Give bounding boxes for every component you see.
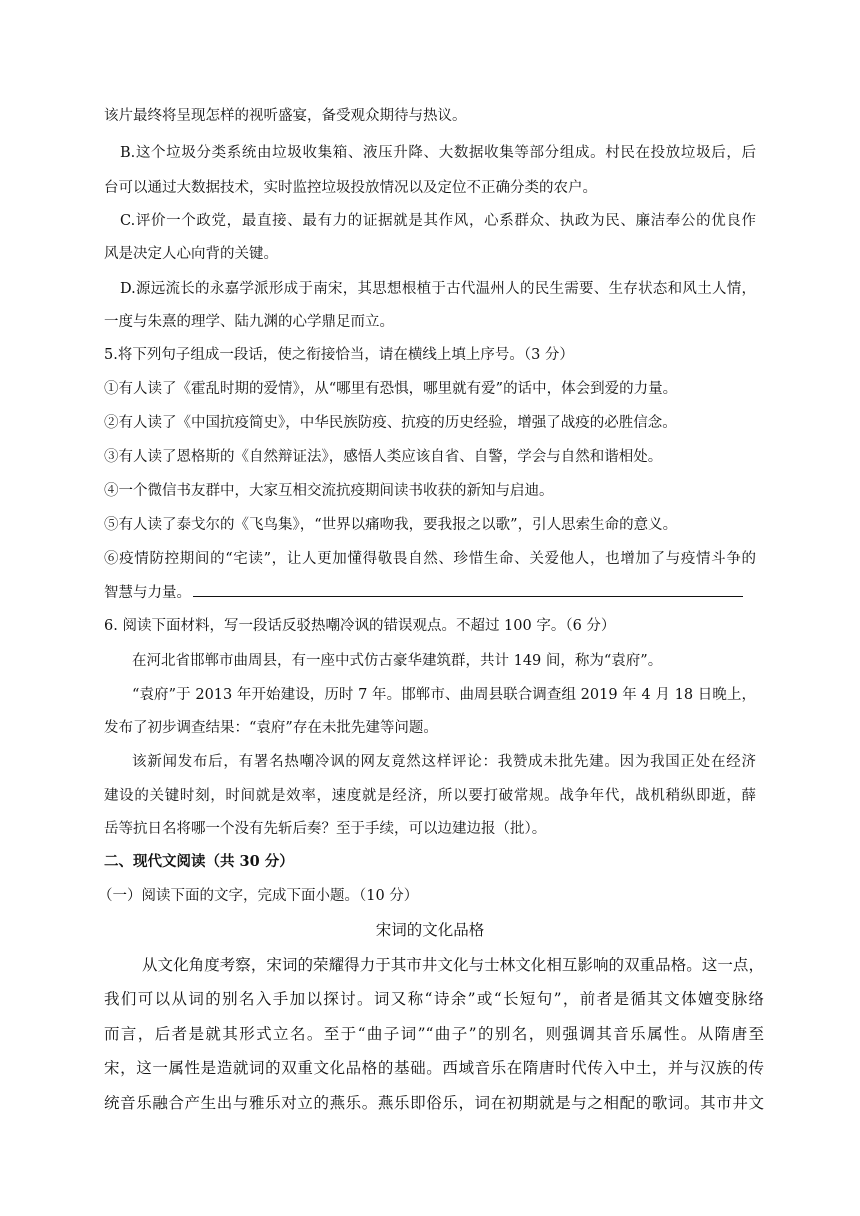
sentence-6: ⑥疫情防控期间的“宅读”，让人更加懂得敬畏自然、珍惜生命、关爱他人，也增加了与疫情斗争的 [104,551,756,567]
answer-blank[interactable] [193,582,743,597]
article-line: 宋，这一属性是造就词的双重文化品格的基础。西域音乐在隋唐时代传入中土，并与汉族的传 [104,1059,764,1077]
text-fragment: 智慧与力量。 [104,585,191,601]
text-line: 发布了初步调查结果：“袁府”存在未批先建等问题。 [104,720,438,736]
subsection-heading: （一）阅读下面的文字，完成下面小题。（10 分） [98,888,419,904]
article-line: 从文化角度考察，宋词的荣耀得力于其市井文化与士林文化相互影响的双重品格。这一点， [142,956,764,974]
section-heading: 二、现代文阅读（共 30 分） [104,853,294,870]
text-line: 该片最终将呈现怎样的视听盛宴，备受观众期待与热议。 [104,108,467,124]
article-line: 统音乐融合产生出与雅乐对立的燕乐。燕乐即俗乐，词在初期就是与之相配的歌词。其市井文 [104,1094,764,1112]
article-line: 而言，后者是就其形式立名。至于“曲子词”“曲子”的别名，则强调其音乐属性。从隋唐至 [104,1025,764,1043]
text-line: 一度与朱熹的理学、陆九渊的心学鼎足而立。 [104,314,394,330]
option-d-line: D.源远流长的永嘉学派形成于南宋，其思想根植于古代温州人的民生需要、生存状态和风土人情， [120,281,756,297]
question-6-heading: 6. 阅读下面材料，写一段话反驳热嘲冷讽的错误观点。不超过 100 字。（6 分） [104,618,616,634]
text-line: 台可以通过大数据技术，实时监控垃圾投放情况以及定位不正确分类的农户。 [104,180,597,196]
question-5-heading: 5.将下列句子组成一段话，使之衔接恰当，请在横线上填上序号。（3 分） [104,347,574,363]
sentence-2: ②有人读了《中国抗疫简史》，中华民族防疫、抗疫的历史经验，增强了战疫的必胜信念。 [104,415,677,431]
sentence-4: ④一个微信书友群中，大家互相交流抗疫期间读书收获的新知与启迪。 [104,483,554,499]
answer-line [104,582,756,602]
option-b-line: B.这个垃圾分类系统由垃圾收集箱、液压升降、大数据收集等部分组成。村民在投放垃圾后，后 [120,145,756,161]
text-line: 岳等抗日名将哪一个没有先斩后奏？至于手续，可以边建边报（批）。 [104,821,547,837]
article-title: 宋词的文化品格 [375,921,485,939]
article-line: 我们可以从词的别名入手加以探讨。词又称“诗余”或“长短句”，前者是循其文体嬗变脉络 [104,990,764,1008]
option-c-line: C.评价一个政党，最直接、最有力的证据就是其作风，心系群众、执政为民、廉洁奉公的优良作 [120,213,756,229]
sentence-5: ⑤有人读了泰戈尔的《飞鸟集》，“世界以痛吻我，要我报之以歌”，引人思索生命的意义。 [104,517,678,533]
sentence-3: ③有人读了恩格斯的《自然辩证法》，感悟人类应该自省、自警，学会与自然和谐相处。 [104,449,663,465]
material-paragraph-3: 该新闻发布后，有署名热嘲冷讽的网友竟然这样评论：我赞成未批先建。因为我国正处在经济 [132,754,756,770]
sentence-1: ①有人读了《霍乱时期的爱情》，从“哪里有恐惧，哪里就有爱”的话中，体会到爱的力量。 [104,381,678,397]
text-line: 风是决定人心向背的关键。 [104,246,278,262]
material-paragraph-1: 在河北省邯郸市曲周县，有一座中式仿古豪华建筑群，共计 149 间，称为“袁府”。 [132,653,663,669]
text-line: 建设的关键时刻，时间就是效率，速度就是经济，所以要打破常规。战争年代，战机稍纵即逝，薛 [104,788,756,804]
material-paragraph-2: “袁府”于 2013 年开始建设，历时 7 年。邯郸市、曲周县联合调查组 2019 年 4 月 18 日晚上， [132,687,756,703]
